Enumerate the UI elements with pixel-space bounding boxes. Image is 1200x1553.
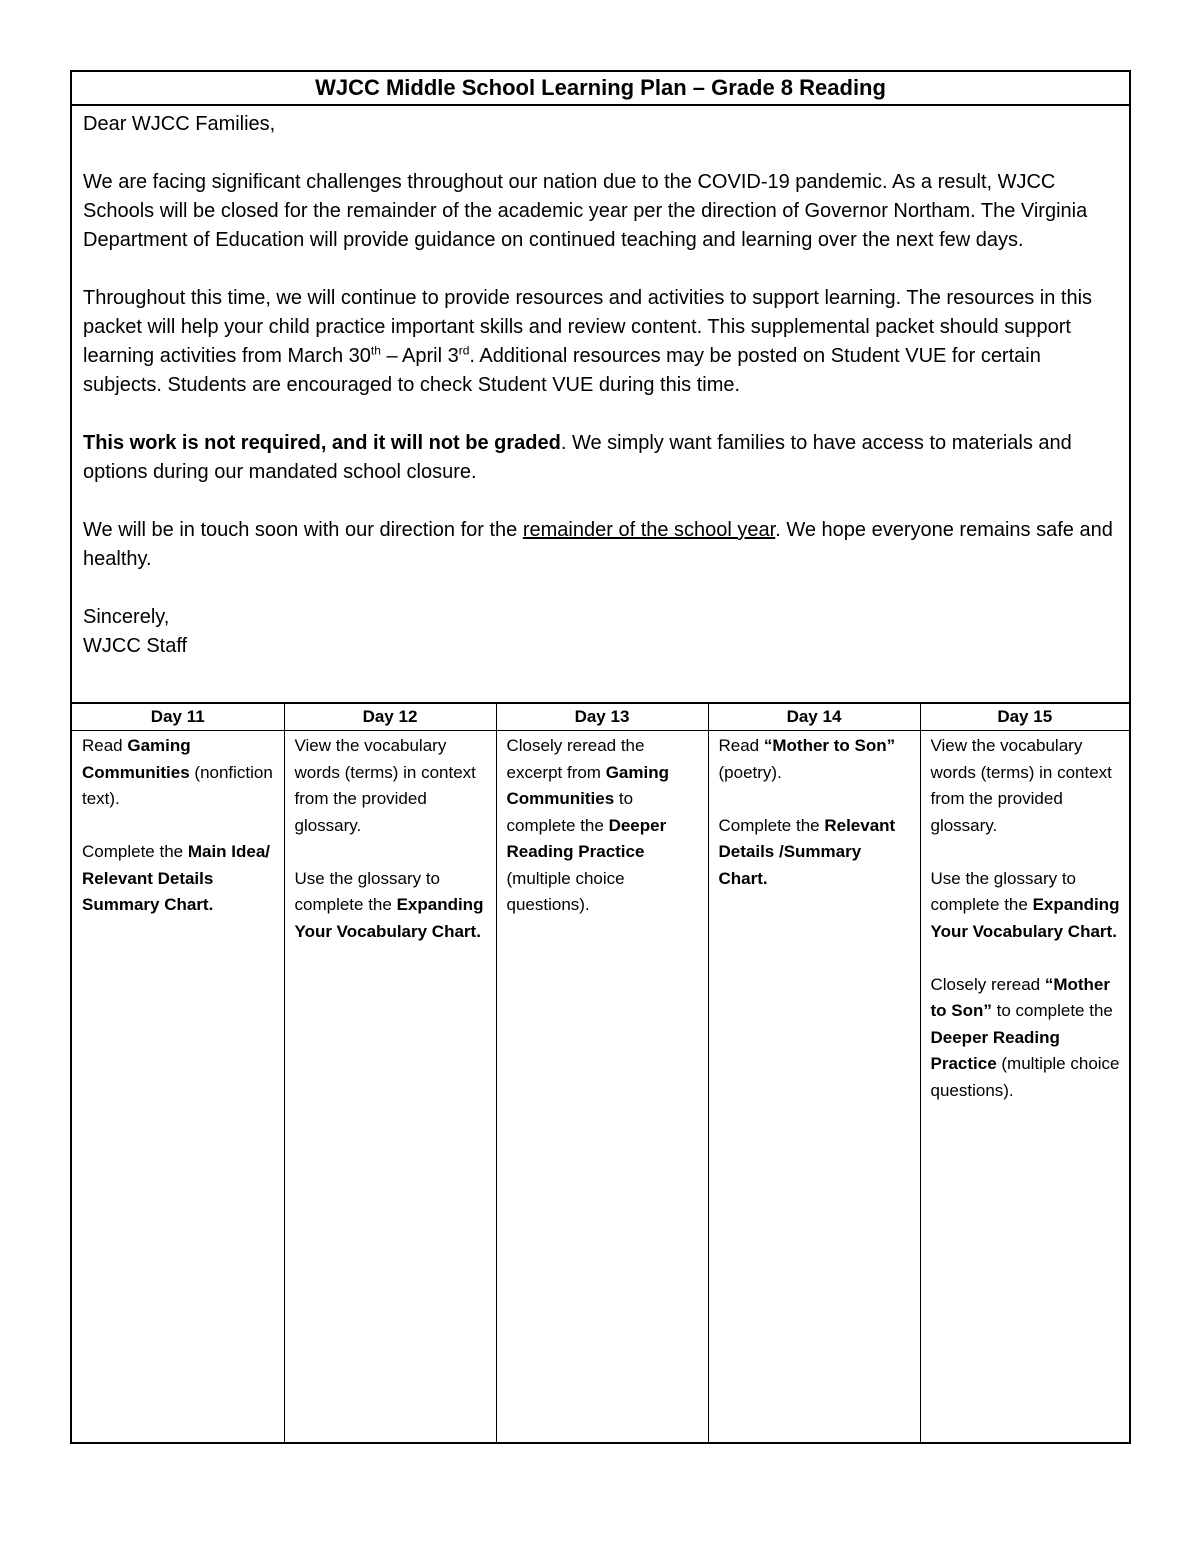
letter-signoff [83,603,1119,661]
letter-paragraph-1: We are facing significant challenges throughout our nation due to the COVID-19 pandemic. As a result, WJCC Schools will be closed for the remainder of the academic year per the direction of Governor Northam. The Virginia Department of Education will provide guidance on continued teaching and learning over the next few days. [83,171,1088,251]
day-13-cell: Closely reread the excerpt from Gaming Communities to complete the Deeper Reading Practice (multiple choice questions). [496,731,708,1443]
day-15-cell: View the vocabulary words (terms) in context from the provided glossary. Use the glossary to complete the Expanding Your Vocabulary Chart. Closely reread “Mother to Son” to complete the Deeper Reading Practice (multiple choice questions). [930,736,1120,1100]
letter-paragraph-3: This work is not required, and it will not be graded. We simply want families to have access to materials and options during our mandated school closure. [83,432,1072,483]
family-letter [72,106,1129,704]
day-11-cell: Read Gaming Communities (nonfiction text). Complete the Main Idea/ Relevant Details Summary Chart. [72,731,284,1443]
day-12-cell: View the vocabulary words (terms) in context from the provided glossary. Use the glossary to complete the Expanding Your Vocabulary Chart. [284,731,496,1443]
table-header-row [72,704,1129,731]
header-day-14: Day 14 [708,704,920,731]
table-row [72,731,1129,1443]
letter-paragraph-2: Throughout this time, we will continue to provide resources and activities to support learning. The resources in this packet will help your child practice important skills and review content. This supplemental packet should support learning activities from March 30th – April 3rd. Additional resources may be posted on Student VUE for certain subjects. Students are encouraged to check Student VUE during this time. [83,287,1093,396]
learning-plan-document [70,70,1131,1444]
not-required-notice: This work is not required, and it will not be graded [83,432,561,454]
letter-greeting: Dear WJCC Families, [83,113,276,135]
header-day-11: Day 11 [72,704,284,731]
remainder-of-year-link[interactable]: remainder of the school year [522,519,776,541]
daily-plan-table [72,704,1129,1442]
header-day-12: Day 12 [284,704,496,731]
header-day-13: Day 13 [496,704,708,731]
letter-closing: Sincerely, [83,606,170,628]
document-title: WJCC Middle School Learning Plan – Grade 8 Reading [72,72,1129,106]
letter-signature: WJCC Staff [83,635,188,657]
letter-paragraph-4: We will be in touch soon with our direction for the remainder of the school year. We hope everyone remains safe and healthy. [83,519,1113,570]
header-day-15: Day 15 [920,704,1129,731]
day-14-cell: Read “Mother to Son” (poetry). Complete the Relevant Details /Summary Chart. [708,731,920,1443]
